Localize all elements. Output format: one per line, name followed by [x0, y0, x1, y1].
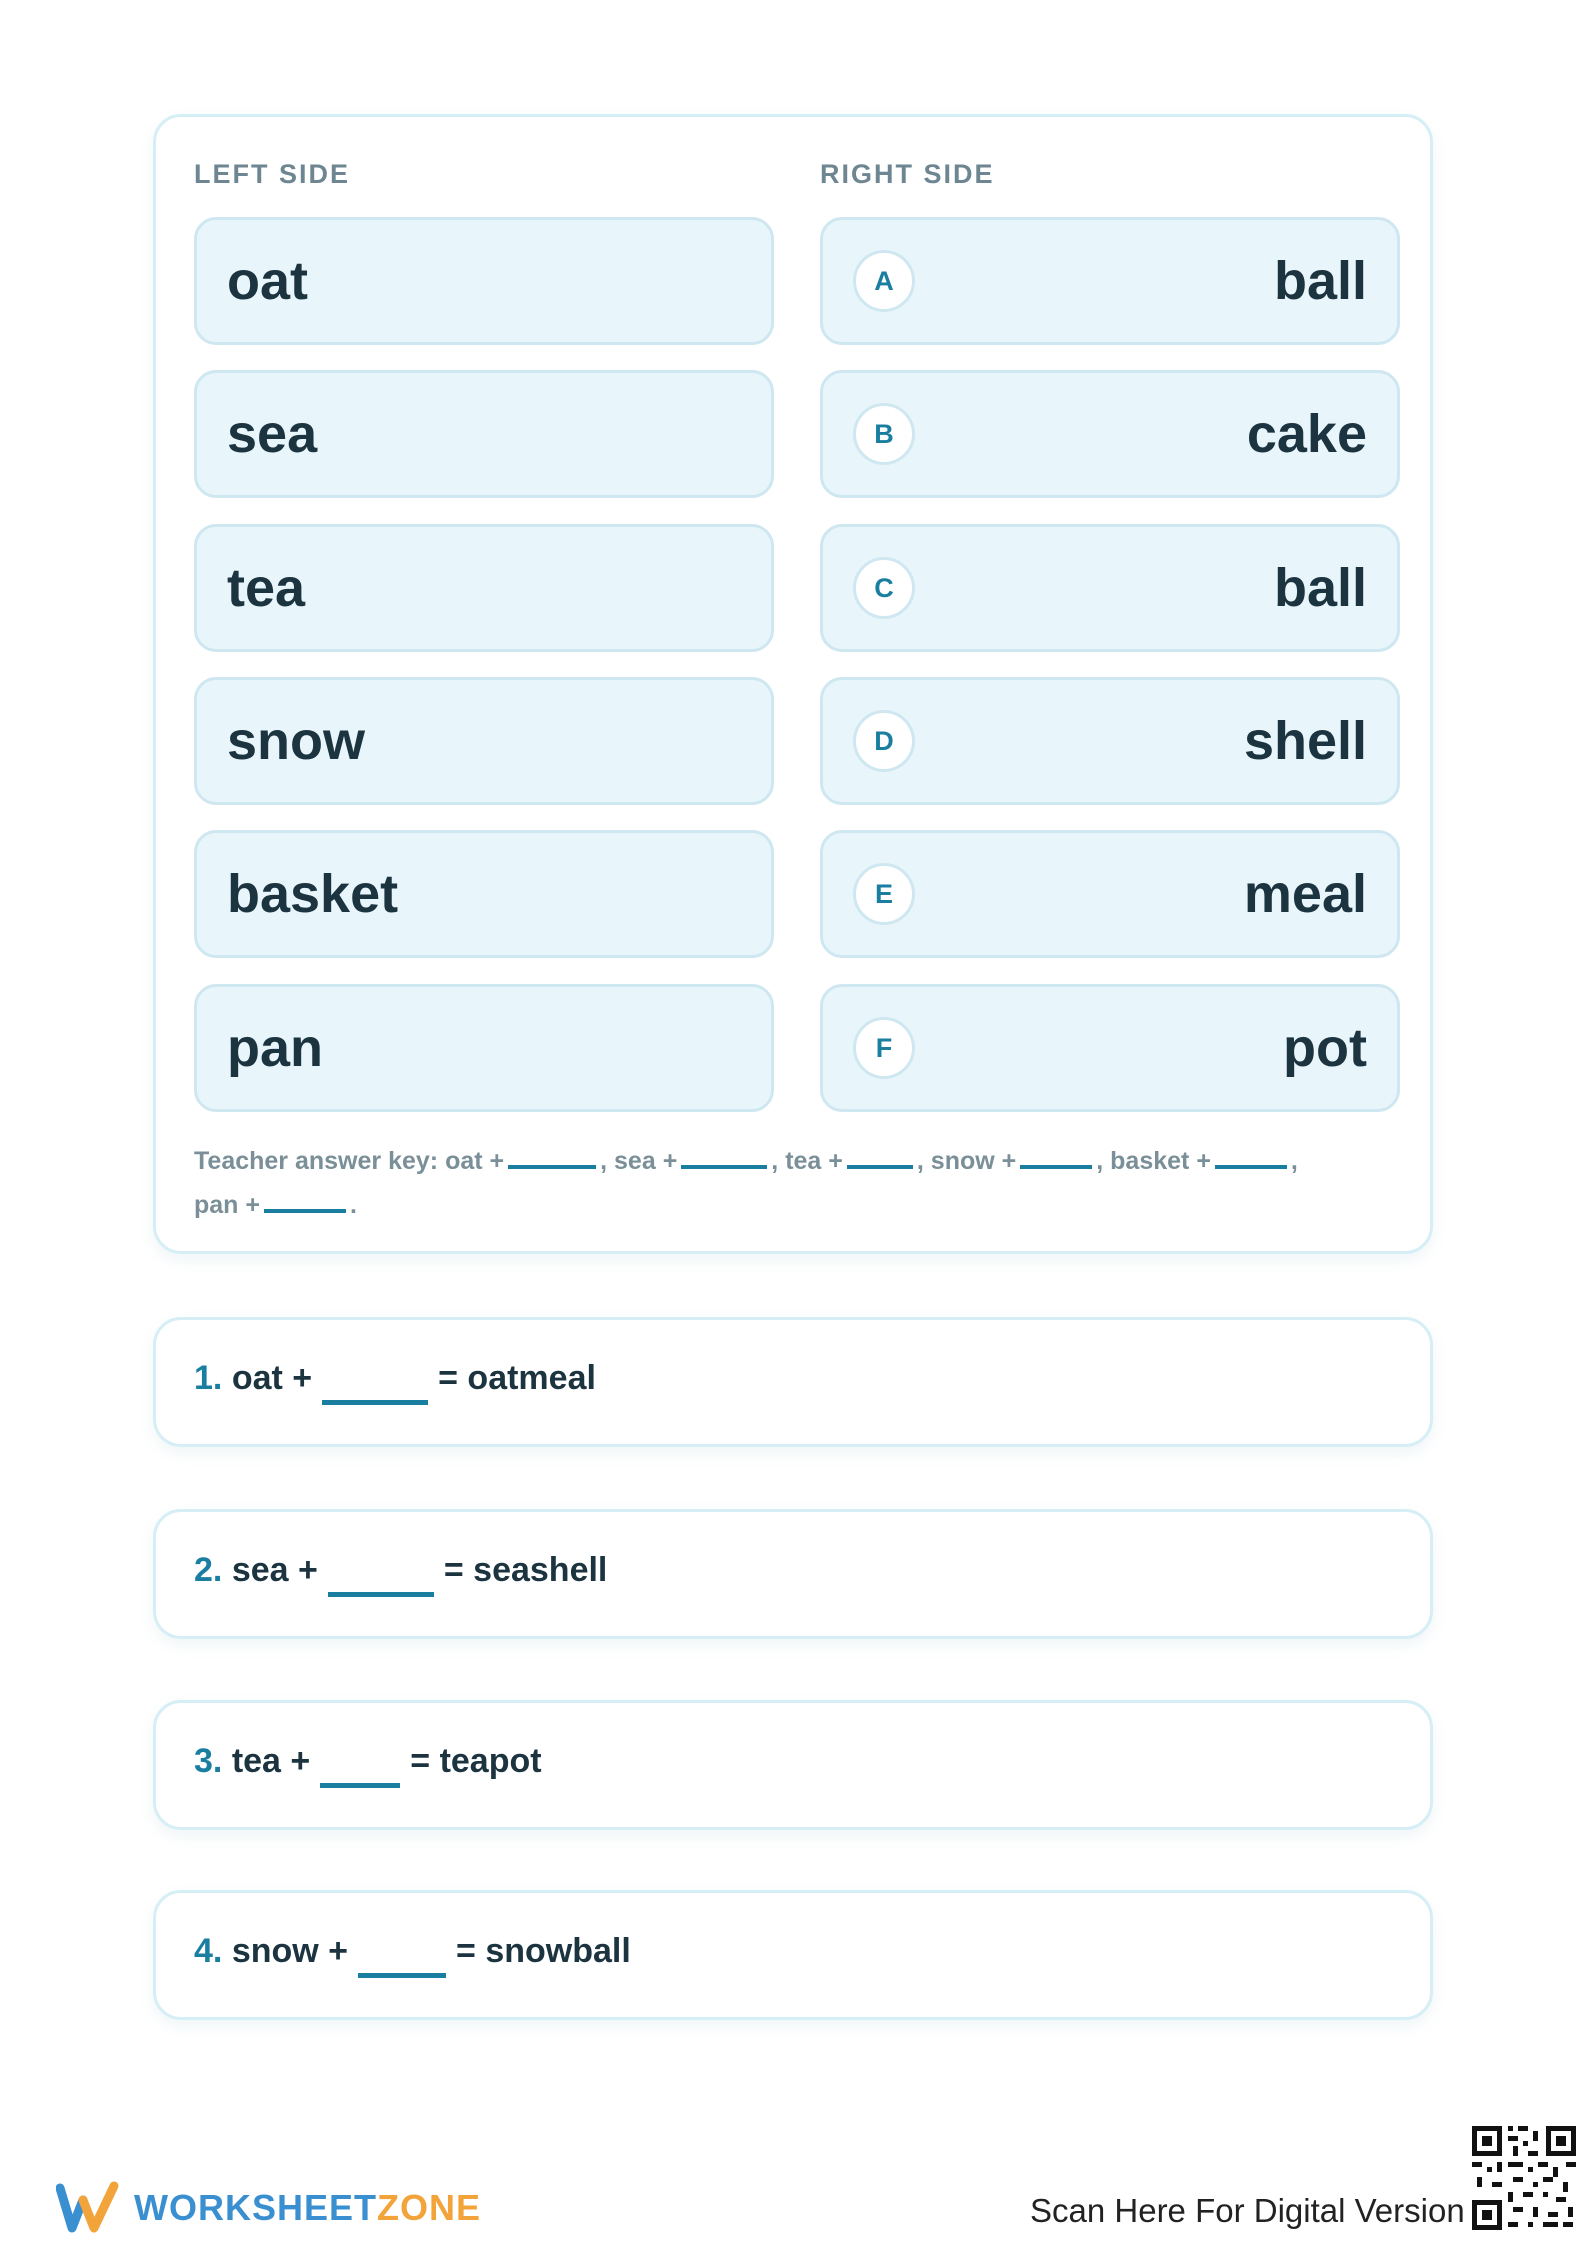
- answer-key-word: pan: [194, 1191, 239, 1219]
- answer-key-word: snow: [930, 1147, 995, 1175]
- answer-blank[interactable]: [264, 1181, 346, 1213]
- question-line: 2. sea + = seashell: [194, 1551, 607, 1597]
- right-word: meal: [1243, 864, 1367, 924]
- answer-key-sep: ,: [1096, 1147, 1104, 1175]
- question-line: 1. oat + = oatmeal: [194, 1359, 596, 1405]
- left-word: sea: [227, 404, 318, 464]
- answer-key-sep: ,: [771, 1147, 779, 1175]
- answer-blank[interactable]: [320, 1743, 400, 1788]
- scan-instruction: Scan Here For Digital Version: [1030, 2192, 1465, 2229]
- left-word: snow: [227, 711, 366, 771]
- left-word: pan: [227, 1018, 324, 1078]
- matching-card: [153, 114, 1433, 1254]
- question-number: 4.: [194, 1932, 223, 1970]
- answer-blank[interactable]: [508, 1137, 596, 1169]
- question-word: snow: [231, 1932, 319, 1970]
- question-number: 3.: [194, 1742, 223, 1780]
- right-tile-c[interactable]: [820, 524, 1400, 652]
- answer-key-sep: .: [350, 1191, 357, 1219]
- question-line: 3. tea + = teapot: [194, 1742, 542, 1788]
- answer-key-sep: ,: [600, 1147, 608, 1175]
- right-word: pot: [1283, 1018, 1367, 1078]
- question-card-3: [153, 1700, 1433, 1830]
- answer-blank[interactable]: [681, 1137, 767, 1169]
- left-word: oat: [227, 251, 308, 311]
- answer-blank[interactable]: [358, 1933, 446, 1978]
- answer-key-item: snow + ,: [931, 1147, 1103, 1175]
- question-card-4: [153, 1890, 1433, 2020]
- right-tile-a[interactable]: [820, 217, 1400, 345]
- left-tile-snow[interactable]: [194, 677, 774, 805]
- answer-blank[interactable]: [847, 1137, 913, 1169]
- logo-text-part1: WORKSHEET: [134, 2187, 377, 2228]
- answer-blank[interactable]: [328, 1552, 434, 1597]
- question-line: 4. snow + = snowball: [194, 1932, 631, 1978]
- answer-key-word: sea: [614, 1147, 656, 1175]
- right-word: ball: [1273, 251, 1367, 311]
- right-tile-d[interactable]: [820, 677, 1400, 805]
- left-word: tea: [227, 558, 306, 618]
- letter-badge: C: [853, 557, 915, 619]
- letter-badge: A: [853, 250, 915, 312]
- question-word: tea: [231, 1742, 281, 1780]
- question-word: sea: [231, 1551, 289, 1589]
- question-number: 2.: [194, 1551, 223, 1589]
- logo-text: [134, 2187, 481, 2229]
- left-tile-tea[interactable]: [194, 524, 774, 652]
- answer-key-item: sea + ,: [614, 1147, 778, 1175]
- letter-badge: D: [853, 710, 915, 772]
- right-side-heading: RIGHT SIDE: [820, 159, 995, 189]
- question-word: oat: [231, 1359, 283, 1397]
- question-result: = oatmeal: [438, 1359, 596, 1397]
- question-card-2: [153, 1509, 1433, 1639]
- right-word: ball: [1273, 558, 1367, 618]
- right-tile-e[interactable]: [820, 830, 1400, 958]
- left-tile-sea[interactable]: [194, 370, 774, 498]
- question-result: = teapot: [410, 1742, 542, 1780]
- right-word: cake: [1246, 404, 1367, 464]
- right-tile-f[interactable]: [820, 984, 1400, 1112]
- teacher-answer-key: [194, 1137, 1404, 1225]
- left-side-heading: LEFT SIDE: [194, 159, 351, 189]
- qr-code-icon[interactable]: [1470, 2124, 1578, 2232]
- answer-key-label: Teacher answer key:: [194, 1147, 439, 1175]
- letter-badge: F: [853, 1017, 915, 1079]
- answer-key-item: tea + ,: [785, 1147, 924, 1175]
- letter-badge: E: [853, 863, 915, 925]
- answer-key-item: basket + ,: [1110, 1147, 1298, 1175]
- answer-key-word: basket: [1110, 1147, 1190, 1175]
- answer-key-item: pan + .: [194, 1191, 357, 1219]
- left-word: basket: [227, 864, 399, 924]
- letter-badge: B: [853, 403, 915, 465]
- answer-key-sep: ,: [916, 1147, 924, 1175]
- answer-blank[interactable]: [1020, 1137, 1092, 1169]
- right-tile-b[interactable]: [820, 370, 1400, 498]
- answer-key-word: oat: [445, 1147, 483, 1175]
- right-word: shell: [1243, 711, 1367, 771]
- answer-key-item: oat + ,: [445, 1147, 607, 1175]
- logo-w-icon: [56, 2180, 122, 2236]
- answer-blank[interactable]: [322, 1360, 428, 1405]
- logo-text-part2: ZONE: [377, 2187, 482, 2228]
- answer-key-word: tea: [785, 1147, 822, 1175]
- left-tile-basket[interactable]: [194, 830, 774, 958]
- answer-blank[interactable]: [1215, 1137, 1287, 1169]
- answer-key-sep: ,: [1290, 1147, 1298, 1175]
- left-tile-pan[interactable]: [194, 984, 774, 1112]
- left-tile-oat[interactable]: [194, 217, 774, 345]
- question-result: = snowball: [456, 1932, 631, 1970]
- question-result: = seashell: [443, 1551, 608, 1589]
- question-number: 1.: [194, 1359, 223, 1397]
- worksheetzone-logo: [56, 2178, 481, 2238]
- question-card-1: [153, 1317, 1433, 1447]
